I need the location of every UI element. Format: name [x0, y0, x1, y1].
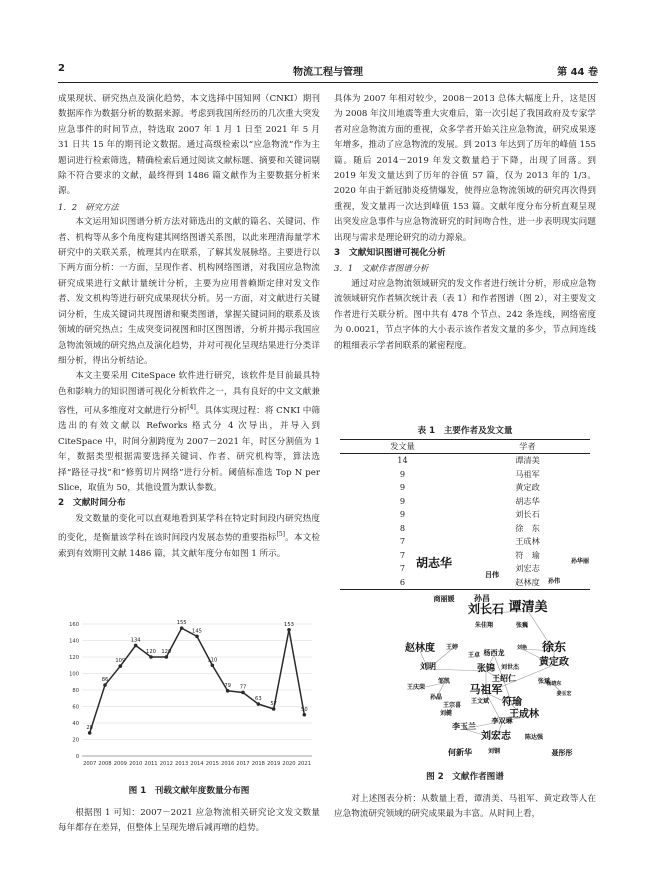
author-node: 姜玉宏 — [556, 691, 572, 697]
author-node: 马祖军 — [469, 683, 503, 696]
section-heading-3: 3 文献知识图谱可视化分析 — [334, 248, 446, 259]
data-point — [88, 731, 92, 735]
data-label: 155 — [176, 620, 187, 627]
author-node: 聂彤彤 — [551, 749, 573, 757]
data-label: 79 — [224, 682, 231, 689]
x-tick-label: 2021 — [297, 761, 311, 767]
author-node: 朱佳翔 — [474, 622, 494, 629]
table-row — [340, 481, 590, 495]
table-cell: 谭清美 — [515, 455, 540, 465]
annual-publication-chart — [58, 616, 320, 776]
data-point — [149, 655, 153, 659]
x-tick-label: 2015 — [205, 761, 219, 767]
data-point — [211, 663, 215, 667]
author-node: 孙伟 — [547, 578, 561, 585]
data-label: 86 — [101, 677, 109, 684]
author-node: 王婷 — [445, 644, 459, 651]
volume-label: 第 44 卷 — [557, 67, 598, 78]
left-column — [58, 92, 320, 562]
paragraph: 本文运用知识图谱分析方法对筛选出的文献的篇名、关键词、作者、机构等从多个角度构建其网络图谱关系图，以此来理清海量学术研究中的关联关系，梳理其内在联系，了解其发展脉络。主要进行以下两方面分析：一方面，呈现作者、机构网络图谱，对我国应急物流研究成果进行文献计量统计分析，主要为应用普赖斯定律对发文作者、发文机构等进行研究成果现状分析。另一方面，对文献进行关键词分析，生成关键词共现图谱和聚类图谱，掌握关键词间的联系及该领域的研究热点；生成突变词视图和时区图图谱，分析并揭示我国应急物流领域的研究热点及演化趋势，并对可视化呈现结果进行分类详细分析，得出分析结论。 — [58, 217, 320, 366]
author-node: 王庆荣 — [406, 684, 426, 691]
author-node: 陈达强 — [524, 734, 544, 741]
author-node: 刘宏志 — [481, 731, 511, 742]
x-tick-label: 2008 — [98, 761, 112, 767]
x-tick-label: 2009 — [113, 761, 127, 767]
author-node: 刘世杰 — [500, 664, 520, 671]
citation-4[interactable]: [4] — [187, 404, 196, 412]
y-tick-label: 160 — [69, 622, 79, 628]
table-cell: 徐 东 — [515, 522, 540, 533]
section-heading-1-2: 1．2 研究方法 — [58, 201, 119, 212]
x-tick-label: 2014 — [190, 761, 204, 767]
section-heading-3-1: 3．1 文献作者图谱分析 — [334, 263, 429, 274]
author-node: 张巍 — [515, 622, 529, 629]
table-row — [340, 495, 590, 509]
y-tick-label: 20 — [72, 737, 79, 744]
data-label: 153 — [284, 621, 294, 628]
y-tick-label: 60 — [72, 704, 79, 711]
data-point — [287, 628, 291, 632]
table-cell: 胡志华 — [515, 495, 540, 506]
y-tick-label: 80 — [72, 688, 79, 694]
y-tick-label: 0 — [75, 754, 79, 760]
table-cell: 符 瑜 — [515, 549, 540, 560]
data-label: 63 — [255, 696, 262, 703]
data-point — [303, 713, 307, 717]
data-point — [119, 664, 123, 668]
author-node: 张锦 — [476, 664, 496, 674]
table-cell: 王成林 — [515, 536, 540, 546]
right-column — [334, 92, 596, 354]
citation-5[interactable]: [5] — [276, 531, 286, 539]
table-cell: 14 — [397, 455, 408, 465]
paragraph: 成果现状、研究热点及演化趋势，本文选择中国知网（CNKI）期刊数据库作为数据分析的数据来源。考虑到我国所经历的几次重大突发应急事件的时间节点，特选取 2007 年 1 月 1 日至 2021 年 5 月 31 日共 15 年的期刊论文数据。通过高级检索以“应急物流”作为主题词进行检索筛选，精确检索后通过阅读文献标题、摘要和关键词剔除不符合要求的文献，最终得到 1486 篇文献作为主要数据分析来源。 — [58, 94, 320, 197]
paragraph: 对上述图表分析：从数量上看，谭清美、马祖军、黄定政等人在应急物流研究领域的研究成果最为丰富。从时间上看， — [334, 794, 596, 820]
table-cell: 9 — [399, 509, 406, 519]
x-tick-label: 2013 — [175, 761, 189, 767]
x-tick-label: 2019 — [267, 761, 281, 767]
x-tick-label: 2020 — [282, 761, 296, 767]
data-label: 28 — [86, 724, 93, 731]
data-point — [272, 707, 276, 711]
author-node: 王文斌 — [470, 698, 490, 705]
x-tick-label: 2018 — [251, 761, 265, 767]
table-cell: 赵林度 — [465, 576, 590, 590]
author-node: 孙昌 — [474, 594, 490, 603]
author-node: 王卓 — [467, 652, 481, 659]
table-cell: 7 — [399, 563, 406, 573]
data-point — [103, 683, 107, 687]
table-cell: 6 — [340, 576, 465, 590]
author-node: 谭清美 — [508, 600, 548, 615]
table-header: 学者 — [465, 440, 590, 454]
table-cell: 7 — [399, 536, 406, 546]
x-tick-label: 2017 — [236, 761, 250, 767]
data-point — [241, 691, 245, 695]
table-cell: 7 — [399, 549, 406, 560]
author-node: 徐东 — [541, 640, 567, 654]
table-cell: 刘宏志 — [515, 563, 540, 573]
paragraph: 具体为 2007 年相对较少，2008－2013 总体大幅度上升，这是因为 2008 年汶川地震等重大灾难后，第一次引起了我国政府及专家学者对应急物流方面的重视，众多学者开始关注应急物流，研究成果逐年增多，推动了应急物流的发展。到 2013 年达到了历年的峰值 155 篇。随后 2014－2019 年发文数量趋于下降，出现了回落。到 2019 年发文量达到了历年的谷值 57 篇，仅为 2013 年的 1/3。2020 年由于新冠肺炎疫情爆发，使得应急物流领域的研究再次得到重视，发文量再一次达到峰值 153 篇。文献年度分布分析直观呈现出突发应急事件与应急物流研究的时间吻合性，进一步表明现实问题出现与需求是理论研究的动力源泉。 — [334, 94, 596, 243]
journal-name: 物流工程与管理 — [293, 67, 363, 78]
data-point — [257, 702, 261, 706]
table-cell: 刘长石 — [515, 509, 540, 519]
table-row — [340, 468, 590, 482]
table-cell: 8 — [399, 522, 406, 533]
author-node: 商丽媛 — [433, 595, 455, 603]
data-label: 109 — [115, 658, 126, 665]
data-label: 57 — [270, 700, 277, 707]
author-node: 孙晶 — [429, 694, 443, 701]
author-network-map — [404, 553, 600, 758]
table-cell: 9 — [399, 468, 406, 479]
data-label: 120 — [161, 649, 172, 655]
author-node: 王宗喜 — [442, 702, 462, 709]
paragraph: 本文主要采用 CiteSpace 软件进行研究，该软件是目前最具特色和影响力的知识图谱可视化分析软件之一，具有良好的中文文献兼容性，可从多维度对文献进行分析[4]。具体实现过程：将 CNKI 中筛选出的有效文献以 Refworks 格式分 4 次导出，并导入到 CiteSpace 中，时间分割跨度为 2007－2021 年，时区分割值为 1 年，数据类型根据需要选择关键词、作者、研究机构等，算法选择“路径寻找”和“修剪切片网络”进行分析。阈值标准选 Top N per Slice，取值为 50，其他设置为默认参数。 — [58, 371, 320, 494]
author-node: 刘长石 — [467, 602, 505, 616]
author-node: 李双琳 — [491, 717, 513, 725]
paragraph: 根据图 1 可知：2007－2021 应急物流相关研究论文发文数量每年都存在差异，但整体上呈现先增后减再增的趋势。 — [58, 808, 320, 834]
author-node: 王成林 — [509, 709, 539, 720]
table-row — [340, 508, 590, 522]
table-cell: 9 — [399, 482, 406, 492]
author-node: 邹凯 — [437, 678, 451, 685]
table1-title: 表 1 主要作者及发文量 — [417, 426, 513, 436]
paragraph: 发文数量的变化可以直观地看到某学科在特定时间段内研究热度的变化，是衡量该学科在该时间段内发展态势的重要指标[5]。本文检索到有效期刊文献 1486 篇，其文献年度分布如图 1 所示。 — [58, 513, 320, 559]
paragraph: 通过对应急物流领域研究的发文作者进行统计分析，形成应急物流领域研究作者频次统计表（表 1）和作者图谱（图 2），对主要发文作者进行关联分析。图中共有 478 个节点、242 条连线，网络密度为 0.0021，节点字体的大小表示该作者发文量的多少，节点间连线的粗细表示学者间联系的紧密程度。 — [334, 278, 596, 351]
x-tick-label: 2007 — [83, 761, 97, 767]
data-label: 77 — [239, 684, 247, 691]
table-cell: 马祖军 — [515, 468, 540, 479]
data-point — [165, 655, 169, 659]
data-point — [195, 635, 199, 639]
x-tick-label: 2012 — [159, 761, 173, 767]
data-point — [180, 626, 184, 630]
author-node: 李玉兰 — [452, 722, 476, 731]
author-node: 王绍仁 — [492, 674, 516, 683]
author-node: 黄定政 — [539, 657, 569, 668]
y-tick-label: 120 — [69, 655, 79, 661]
author-node: 符瑜 — [502, 697, 522, 708]
author-node: 杨晓东 — [546, 681, 562, 687]
author-node: 何新华 — [448, 748, 472, 757]
author-node: 刘明 — [420, 662, 436, 671]
fig1-caption: 图 1 刊载文献年度数量分布图 — [128, 786, 250, 796]
table-row — [340, 454, 590, 468]
left-column-bottom — [58, 806, 320, 837]
y-tick-label: 100 — [69, 671, 79, 678]
page-number: 2 — [58, 63, 65, 74]
x-tick-label: 2010 — [129, 761, 143, 767]
fig2-caption: 图 2 文献作者图谱 — [426, 772, 504, 782]
table-row — [340, 535, 590, 549]
data-label: 145 — [192, 628, 202, 635]
author-node: 杨西龙 — [483, 649, 505, 657]
header-rule — [58, 82, 598, 83]
author-node: 胡志华 — [415, 556, 453, 570]
right-column-bottom — [334, 792, 596, 823]
author-node: 孙华丽 — [570, 558, 590, 565]
table-cell: 9 — [399, 495, 406, 506]
series-line — [90, 628, 305, 733]
author-node: 赵林度 — [405, 643, 435, 654]
author-node: 吕伟 — [485, 571, 499, 579]
data-label: 110 — [207, 657, 218, 664]
x-tick-label: 2011 — [144, 761, 158, 767]
data-label: 120 — [146, 649, 156, 655]
section-heading-2: 2 文献时间分布 — [58, 498, 126, 509]
data-label: 134 — [130, 637, 141, 644]
running-header — [58, 63, 598, 79]
author-node: 刘钢 — [487, 748, 501, 755]
y-tick-label: 40 — [72, 721, 79, 727]
table-row — [340, 522, 590, 536]
author-node: 刘健 — [439, 710, 453, 717]
author-node: 张斌 — [537, 678, 551, 685]
data-label: 50 — [301, 706, 308, 713]
data-point — [226, 689, 230, 693]
x-tick-label: 2016 — [221, 761, 235, 767]
table-header: 发文量 — [340, 440, 465, 454]
table-cell: 黄定政 — [515, 482, 540, 492]
author-node: 刘艳 — [516, 645, 528, 651]
y-tick-label: 140 — [69, 638, 79, 645]
data-point — [134, 644, 138, 648]
